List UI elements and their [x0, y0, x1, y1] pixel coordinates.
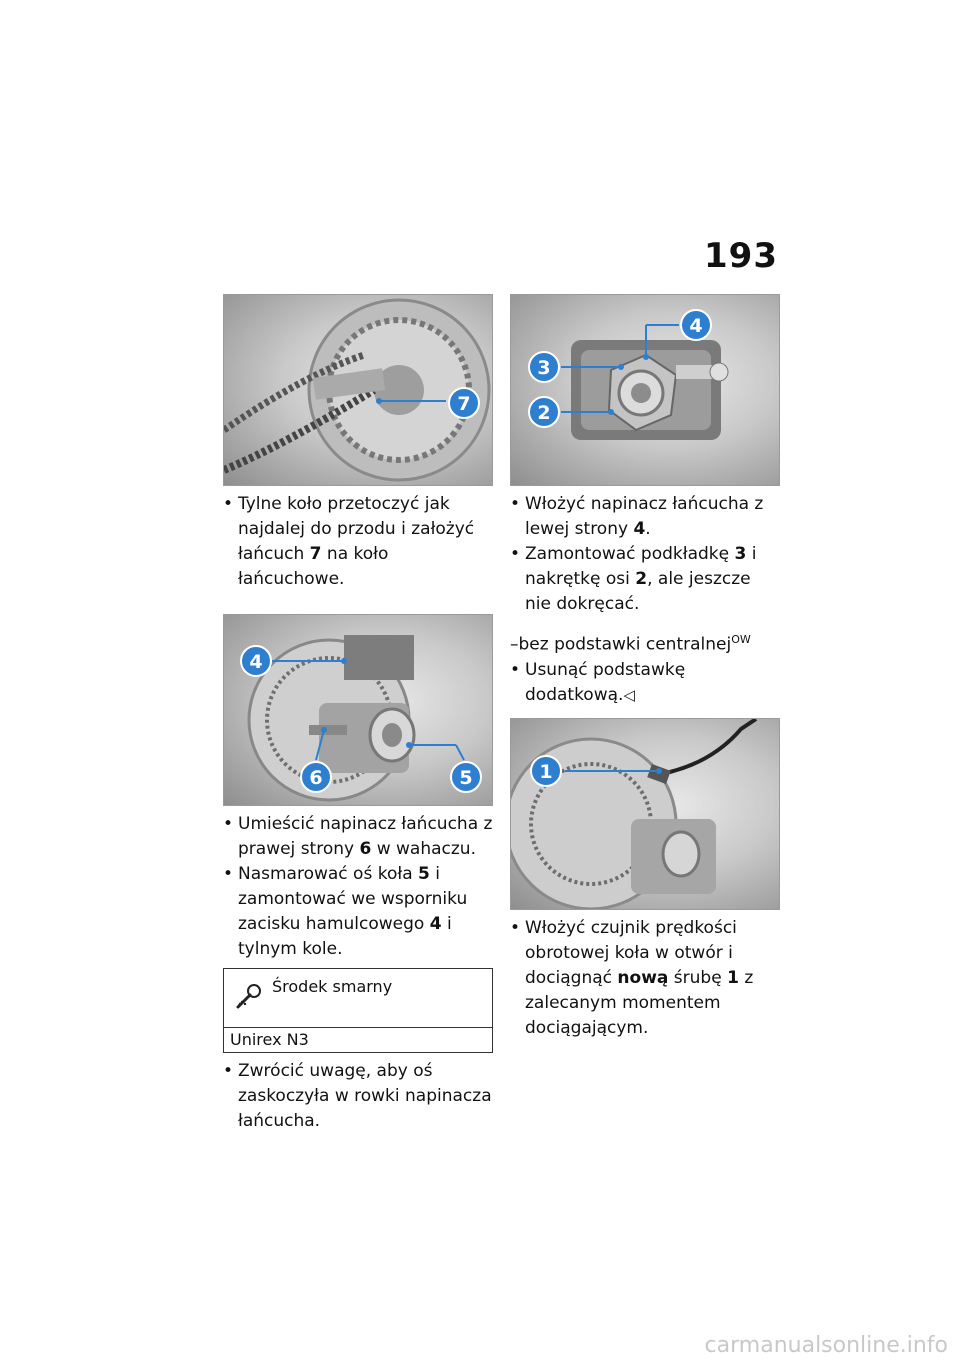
svg-text:4: 4	[249, 651, 263, 673]
photo-right-tensioner	[223, 614, 493, 806]
photo-chain-sprocket	[223, 294, 493, 486]
step-check-axle-groove: • Zwrócić uwagę, aby oś zaskoczyła w rowki napinacza łańcucha.	[223, 1059, 493, 1134]
svg-text:6: 6	[309, 767, 323, 789]
svg-text:4: 4	[689, 315, 703, 337]
callout-1	[531, 756, 561, 786]
svg-text:7: 7	[457, 393, 471, 415]
callout-5	[451, 762, 481, 792]
callout-7	[449, 388, 479, 418]
svg-text:3: 3	[537, 357, 551, 379]
callout-4	[241, 646, 271, 676]
step-lubricate-axle: • Nasmarować oś koła 5 i zamontować we wsporniku zacisku hamulcowego 4 i tylnym kole.	[223, 862, 493, 962]
page-number: 193	[704, 236, 778, 276]
svg-text:5: 5	[459, 767, 473, 789]
callout-2	[529, 397, 559, 427]
lubricant-value: Unirex N3	[230, 1030, 309, 1049]
svg-text:1: 1	[539, 760, 553, 783]
lubricant-title: Środek smarny	[272, 977, 393, 996]
right-column	[510, 294, 780, 1041]
step-insert-speed-sensor: • Włożyć czujnik prędkości obrotowej koła w otwór i dociągnąć nową śrubę 1 z zalecanym momentem dociągającym.	[510, 916, 780, 1041]
photo-left-tensioner	[510, 294, 780, 486]
svg-text:2: 2	[537, 402, 551, 424]
end-marker-icon: ◁	[623, 685, 635, 704]
step-remove-stand: • Usunąć podstawkę dodatkową.◁	[510, 658, 780, 708]
step-insert-left-tensioner: • Włożyć napinacz łańcucha z lewej strony 4.	[510, 492, 780, 542]
callout-6	[301, 762, 331, 792]
lubricant-table	[223, 968, 493, 1053]
condition-line: –bez podstawki centralnej$^{OW}$	[510, 633, 751, 655]
step-rotate-wheel: • Tylne koło przetoczyć jak najdalej do przodu i założyć łańcuch 7 na koło łańcuchowe.	[223, 492, 493, 592]
left-column	[223, 294, 493, 1134]
step-place-tensioner: • Umieścić napinacz łańcucha z prawej strony 6 w wahaczu.	[223, 812, 493, 862]
callout-4	[681, 310, 711, 340]
step-mount-washer-nut: • Zamontować podkładkę 3 i nakrętkę osi 2, ale jeszcze nie dokręcać.	[510, 542, 780, 617]
lubricant-wrench-icon	[234, 981, 264, 1011]
watermark: carmanualsonline.info	[704, 1333, 948, 1358]
callout-3	[529, 352, 559, 382]
photo-speed-sensor	[510, 718, 780, 910]
